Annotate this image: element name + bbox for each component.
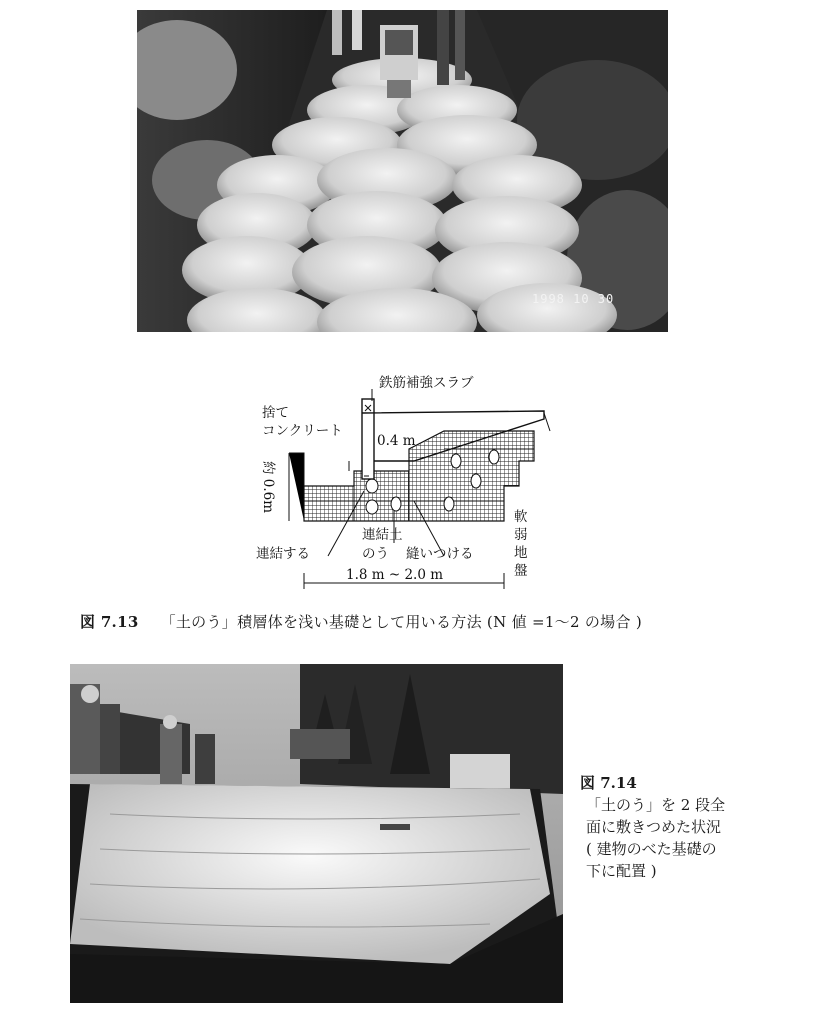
label-soft-ground-2: 弱	[514, 527, 528, 543]
label-leveling-1: 捨て	[262, 405, 289, 421]
figure-7-13-number: 図 7.13	[80, 613, 139, 631]
photo-sandbag-layer	[70, 664, 563, 1003]
photo-date-stamp: 1998 10 30	[532, 292, 615, 306]
label-connected-bag-2: のう	[362, 546, 389, 562]
label-connected-bag-1: 連結土	[362, 527, 403, 543]
label-sew: 縫いつける	[406, 546, 474, 562]
figure-7-14-line-2: 面に敷きつめた状況	[586, 818, 722, 836]
sandbag-layer-image	[70, 664, 563, 1003]
figure-7-13-text: 「土のう」積層体を浅い基礎として用いる方法 (N 値 =1〜2 の場合 )	[160, 613, 642, 631]
photo-sandbag-trench	[137, 10, 668, 332]
label-soft-ground-3: 地	[514, 545, 528, 561]
label-slab: 鉄筋補強スラブ	[379, 375, 474, 391]
sandbag-block	[304, 431, 534, 521]
figure-7-14-line-3: ( 建物のべた基礎の	[586, 840, 717, 858]
label-soft-ground-4: 盤	[514, 563, 528, 579]
figure-7-14-line-4: 下に配置 )	[586, 862, 657, 880]
label-connect: 連結する	[256, 546, 310, 562]
figure-7-14-caption	[580, 772, 725, 882]
label-leveling-2: コンクリート	[262, 423, 343, 439]
label-06m: 約 0.6m	[260, 461, 276, 514]
label-04m: 0.4 m	[377, 433, 416, 449]
sandbag-trench-image	[137, 10, 668, 332]
label-width: 1.8 m ~ 2.0 m	[346, 567, 444, 583]
figure-7-14-line-1: 「土のう」を 2 段全	[586, 796, 726, 814]
figure-7-14-number: 図 7.14	[580, 774, 637, 792]
foundation-diagram	[244, 361, 564, 601]
label-soft-ground-1: 軟	[514, 509, 528, 525]
figure-7-13-caption	[80, 611, 642, 632]
